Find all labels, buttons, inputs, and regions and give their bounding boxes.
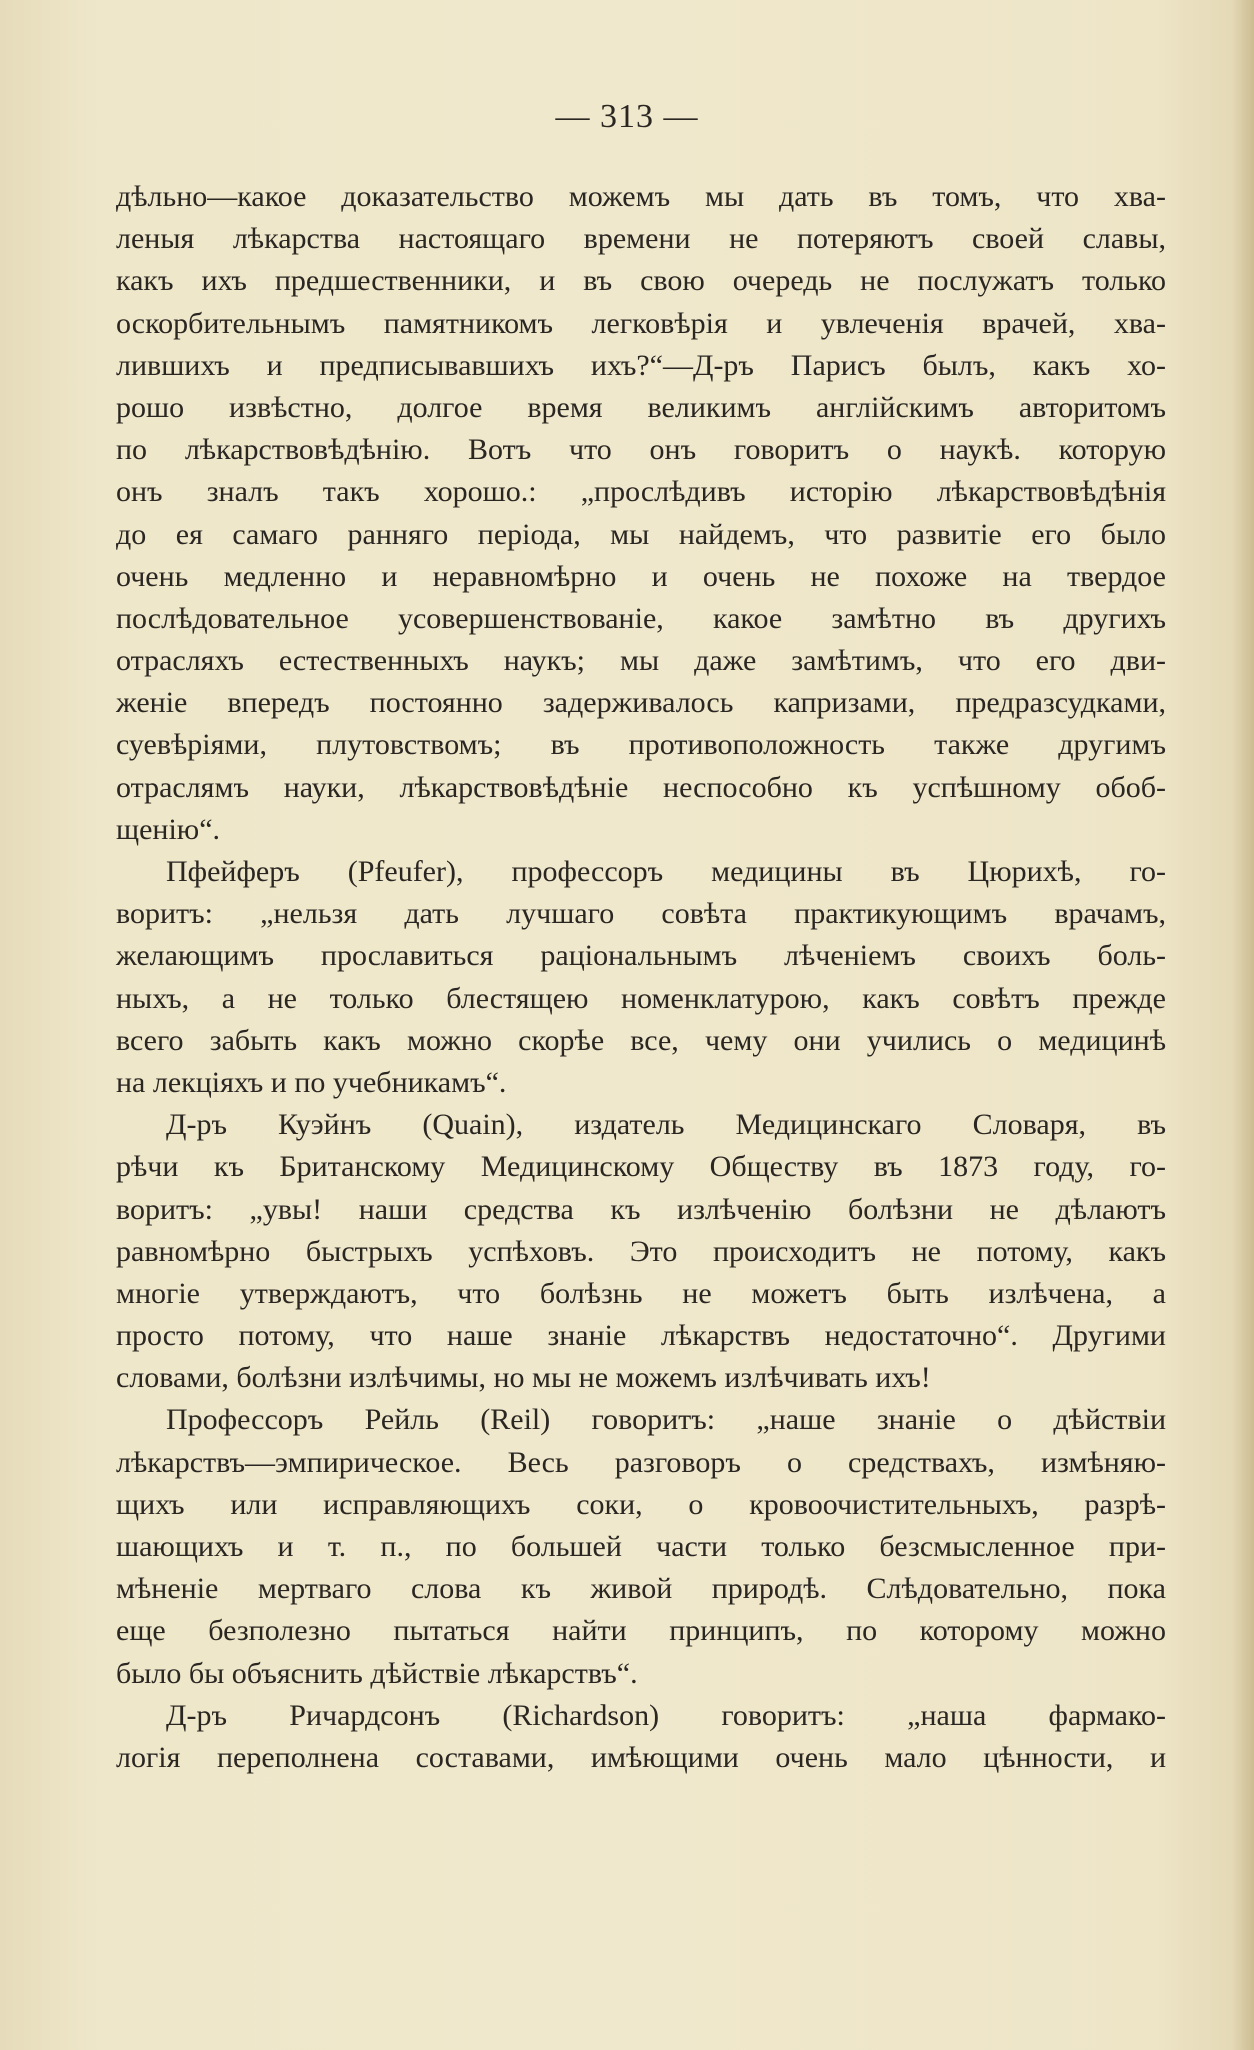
text-line: рѣчи къ Британскому Медицинскому Обществу въ 1873 году, го- xyxy=(116,1150,1166,1184)
text-line: очень медленно и неравномѣрно и очень не похоже на твердое xyxy=(116,559,1166,593)
text-line: ныхъ, а не только блестящею номенклатурою, какъ совѣтъ прежде xyxy=(116,981,1166,1015)
text-line: отрасляхъ естественныхъ наукъ; мы даже замѣтимъ, что его дви- xyxy=(116,644,1166,678)
text-line: щенію“. xyxy=(116,812,221,846)
text-line: логія переполнена составами, имѣющими очень мало цѣнности, и xyxy=(116,1740,1166,1774)
text-line: оскорбительнымъ памятникомъ легковѣрія и увлеченія врачей, хва- xyxy=(116,306,1166,340)
text-line: рошо извѣстно, долгое время великимъ англійскимъ авторитомъ xyxy=(116,390,1166,424)
text-line: какъ ихъ предшественники, и въ свою очередь не послужатъ только xyxy=(116,264,1166,298)
text-line: леныя лѣкарства настоящаго времени не потеряютъ своей славы, xyxy=(116,222,1166,256)
paragraph-start-pfeufer: Пфейферъ (Pfeufer), профессоръ медицины въ Цюрихѣ, го- xyxy=(166,855,1166,888)
text-line: дѣльно—какое доказательство можемъ мы дать въ томъ, что хва- xyxy=(116,180,1166,213)
paragraph-start-richardson: Д-ръ Ричардсонъ (Richardson) говоритъ: „наша фармако- xyxy=(166,1698,1166,1732)
text-line: онъ зналъ такъ хорошо.: „прослѣдивъ исторію лѣкарствовѣдѣнія xyxy=(116,475,1166,509)
text-line: до ея самаго ранняго періода, мы найдемъ, что развитіе его было xyxy=(116,517,1166,551)
text-line: на лекціяхъ и по учебникамъ“. xyxy=(116,1065,507,1099)
text-line: женіе впередъ постоянно задерживалось капризами, предразсудками, xyxy=(116,686,1166,720)
text-line: равномѣрно быстрыхъ успѣховъ. Это происходитъ не потому, какъ xyxy=(116,1234,1166,1268)
text-line: желающимъ прославиться раціональнымъ лѣченіемъ своихъ боль- xyxy=(116,939,1166,973)
text-line: словами, болѣзни излѣчимы, но мы не можемъ излѣчивать ихъ! xyxy=(116,1361,931,1395)
text-line: по лѣкарствовѣдѣнію. Вотъ что онъ говоритъ о наукѣ. которую xyxy=(116,433,1166,467)
text-line: щихъ или исправляющихъ соки, о кровоочистительныхъ, разрѣ- xyxy=(116,1487,1166,1521)
text-line: многіе утверждаютъ, что болѣзнь не можетъ быть излѣчена, а xyxy=(116,1276,1166,1310)
text-line: мѣненіе мертваго слова къ живой природѣ. Слѣдовательно, пока xyxy=(116,1572,1166,1606)
paragraph-start-reil: Профессоръ Рейль (Reil) говоритъ: „наше знаніе о дѣйствіи xyxy=(166,1403,1166,1437)
text-line: лившихъ и предписывавшихъ ихъ?“—Д-ръ Парисъ былъ, какъ хо- xyxy=(116,348,1166,382)
text-line: лѣкарствъ—эмпирическое. Весь разговоръ о средствахъ, измѣняю- xyxy=(116,1445,1166,1479)
text-line: суевѣріями, плутовствомъ; въ противоположность также другимъ xyxy=(116,728,1166,762)
text-line: было бы объяснить дѣйствіе лѣкарствъ“. xyxy=(116,1656,638,1690)
text-line: просто потому, что наше знаніе лѣкарствъ недостаточно“. Другими xyxy=(116,1319,1166,1353)
text-line: воритъ: „увы! наши средства къ излѣченію болѣзни не дѣлаютъ xyxy=(116,1192,1166,1226)
text-line: отраслямъ науки, лѣкарствовѣдѣніе неспособно къ успѣшному обоб- xyxy=(116,770,1166,804)
text-line: еще безполезно пытаться найти принципъ, по которому можно xyxy=(116,1614,1166,1648)
text-line: всего забыть какъ можно скорѣе все, чему они учились о медицинѣ xyxy=(116,1023,1166,1057)
body-text xyxy=(116,176,1166,1779)
paragraph-start-quain: Д-ръ Куэйнъ (Quain), издатель Медицинскаго Словаря, въ xyxy=(166,1108,1166,1142)
text-line: воритъ: „нельзя дать лучшаго совѣта практикующимъ врачамъ, xyxy=(116,897,1166,931)
text-line: послѣдовательное усовершенствованіе, какое замѣтно въ другихъ xyxy=(116,601,1166,635)
text-line: шающихъ и т. п., по большей части только безсмысленное при- xyxy=(116,1530,1166,1563)
page-number: — 313 — xyxy=(555,98,699,135)
